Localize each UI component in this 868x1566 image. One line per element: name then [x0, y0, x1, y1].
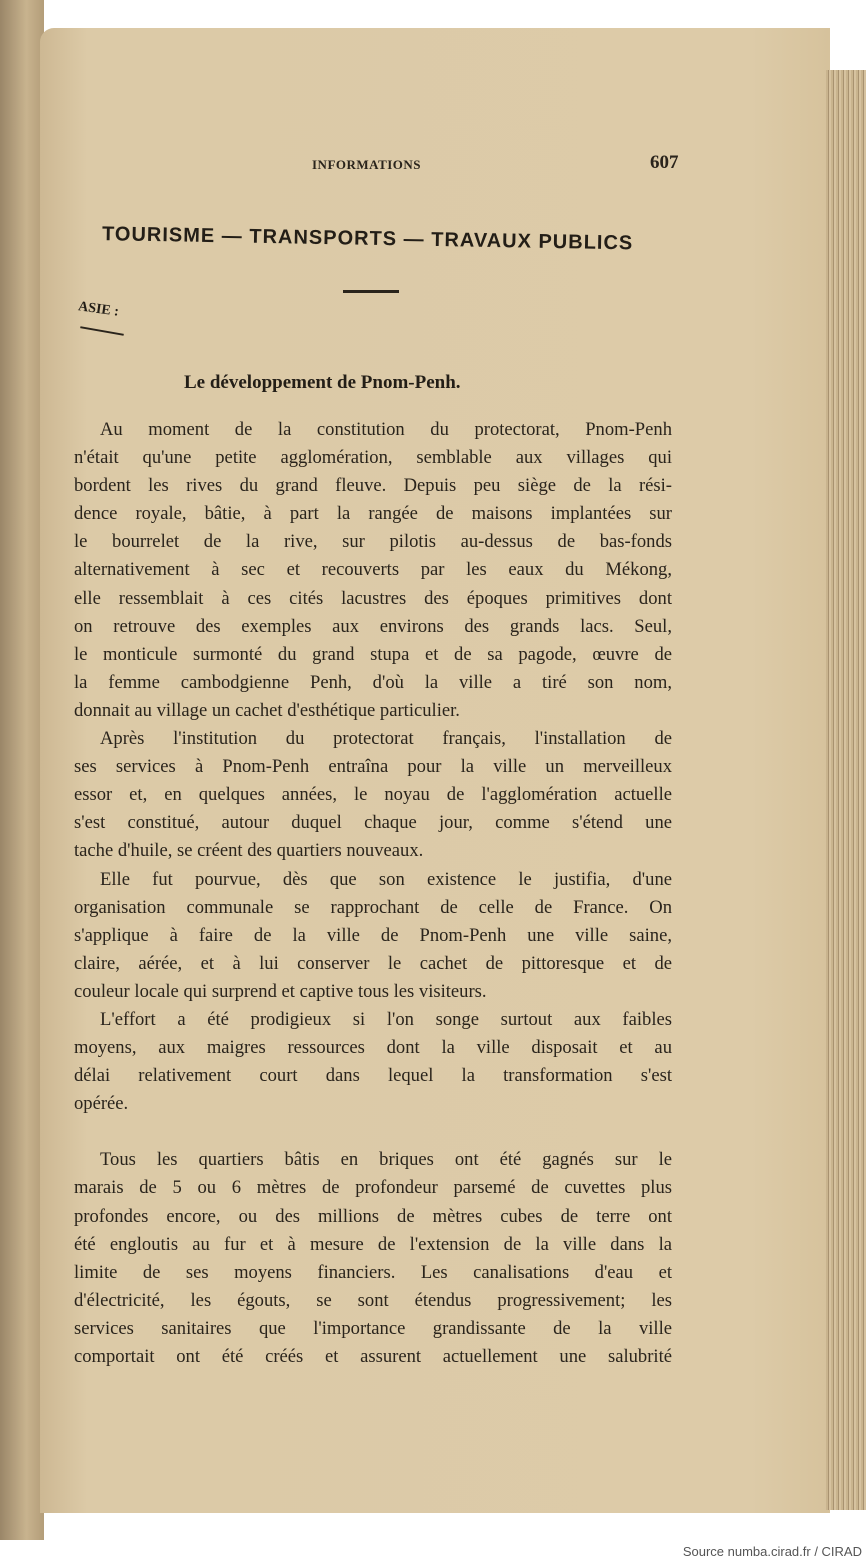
- text-line: délai relativement court dans lequel la transformation s'est: [74, 1065, 672, 1087]
- text-line: été engloutis au fur et à mesure de l'extension de la ville dans la: [74, 1233, 672, 1255]
- text-line: Après l'institution du protectorat français, l'installation de: [100, 728, 672, 750]
- article-title: Le développement de Pnom-Penh.: [184, 372, 461, 393]
- text-line: n'était qu'une petite agglomération, semblable aux villages qui: [74, 447, 672, 469]
- text-line: claire, aérée, et à lui conserver le cachet de pittoresque et de: [74, 952, 672, 974]
- paragraph: [74, 416, 672, 725]
- text-line: Au moment de la constitution du protectorat, Pnom-Penh: [100, 419, 672, 440]
- text-line: donnait au village un cachet d'esthétique particulier.: [74, 699, 460, 721]
- article-body: [74, 416, 672, 1371]
- text-line: opérée.: [74, 1093, 129, 1115]
- page-number: 607: [650, 152, 679, 173]
- text-line: organisation communale se rapprochant de celle de France. On: [74, 896, 672, 918]
- text-line: L'effort a été prodigieux si l'on songe surtout aux faibles: [100, 1008, 672, 1030]
- text-line: comportait ont été créés et assurent actuellement une salubrité: [74, 1346, 672, 1367]
- paragraph: [74, 866, 672, 1006]
- text-line: dence royale, bâtie, à part la rangée de maisons implantées sur: [74, 503, 672, 525]
- title-rule: [343, 290, 399, 293]
- paragraph: [74, 1006, 672, 1118]
- text-line: couleur locale qui surprend et captive tous les visiteurs.: [74, 980, 487, 1002]
- text-line: marais de 5 ou 6 mètres de profondeur parsemé de cuvettes plus: [74, 1177, 672, 1199]
- paragraph: [74, 1146, 672, 1371]
- text-line: services sanitaires que l'importance grandissante de la ville: [74, 1317, 672, 1339]
- source-caption: Source numba.cirad.fr / CIRAD: [682, 1544, 862, 1559]
- page-header: [0, 152, 868, 176]
- text-line: moyens, aux maigres ressources dont la ville disposait et au: [74, 1037, 672, 1059]
- paragraph: [74, 725, 672, 865]
- section-title: TOURISME — TRANSPORTS — TRAVAUX PUBLICS: [101, 223, 634, 255]
- text-line: Tous les quartiers bâtis en briques ont été gagnés sur le: [100, 1149, 672, 1171]
- text-line: tache d'huile, se créent des quartiers nouveaux.: [74, 840, 424, 862]
- text-line: on retrouve des exemples aux environs des grands lacs. Seul,: [74, 615, 672, 637]
- running-title: INFORMATIONS: [312, 157, 422, 172]
- text-line: elle ressemblait à ces cités lacustres des époques primitives dont: [74, 587, 672, 609]
- text-line: bordent les rives du grand fleuve. Depuis peu siège de la rési-: [74, 475, 672, 497]
- text-line: le bourrelet de la rive, sur pilotis au-dessus de bas-fonds: [74, 531, 672, 553]
- text-line: le monticule surmonté du grand stupa et de sa pagode, œuvre de: [74, 643, 672, 665]
- text-line: Elle fut pourvue, dès que son existence le justifia, d'une: [100, 868, 672, 890]
- text-line: d'électricité, les égouts, se sont étendus progressivement; les: [74, 1289, 672, 1311]
- text-line: s'applique à faire de la ville de Pnom-Penh une ville saine,: [74, 924, 672, 946]
- text-line: profondes encore, ou des millions de mètres cubes de terre ont: [74, 1205, 672, 1227]
- text-line: alternativement à sec et recouverts par les eaux du Mékong,: [74, 559, 672, 581]
- text-line: ses services à Pnom-Penh entraîna pour la ville un merveilleux: [74, 756, 672, 778]
- region-heading: ASIE :: [77, 299, 120, 320]
- text-line: la femme cambodgienne Penh, d'où la ville a tiré son nom,: [74, 671, 672, 693]
- text-line: limite de ses moyens financiers. Les canalisations d'eau et: [74, 1261, 672, 1283]
- text-line: essor et, en quelques années, le noyau de l'agglomération actuelle: [74, 784, 672, 806]
- book-binding: [0, 0, 44, 1540]
- text-line: s'est constitué, autour duquel chaque jour, comme s'étend une: [74, 812, 672, 834]
- page-edges: [826, 70, 866, 1510]
